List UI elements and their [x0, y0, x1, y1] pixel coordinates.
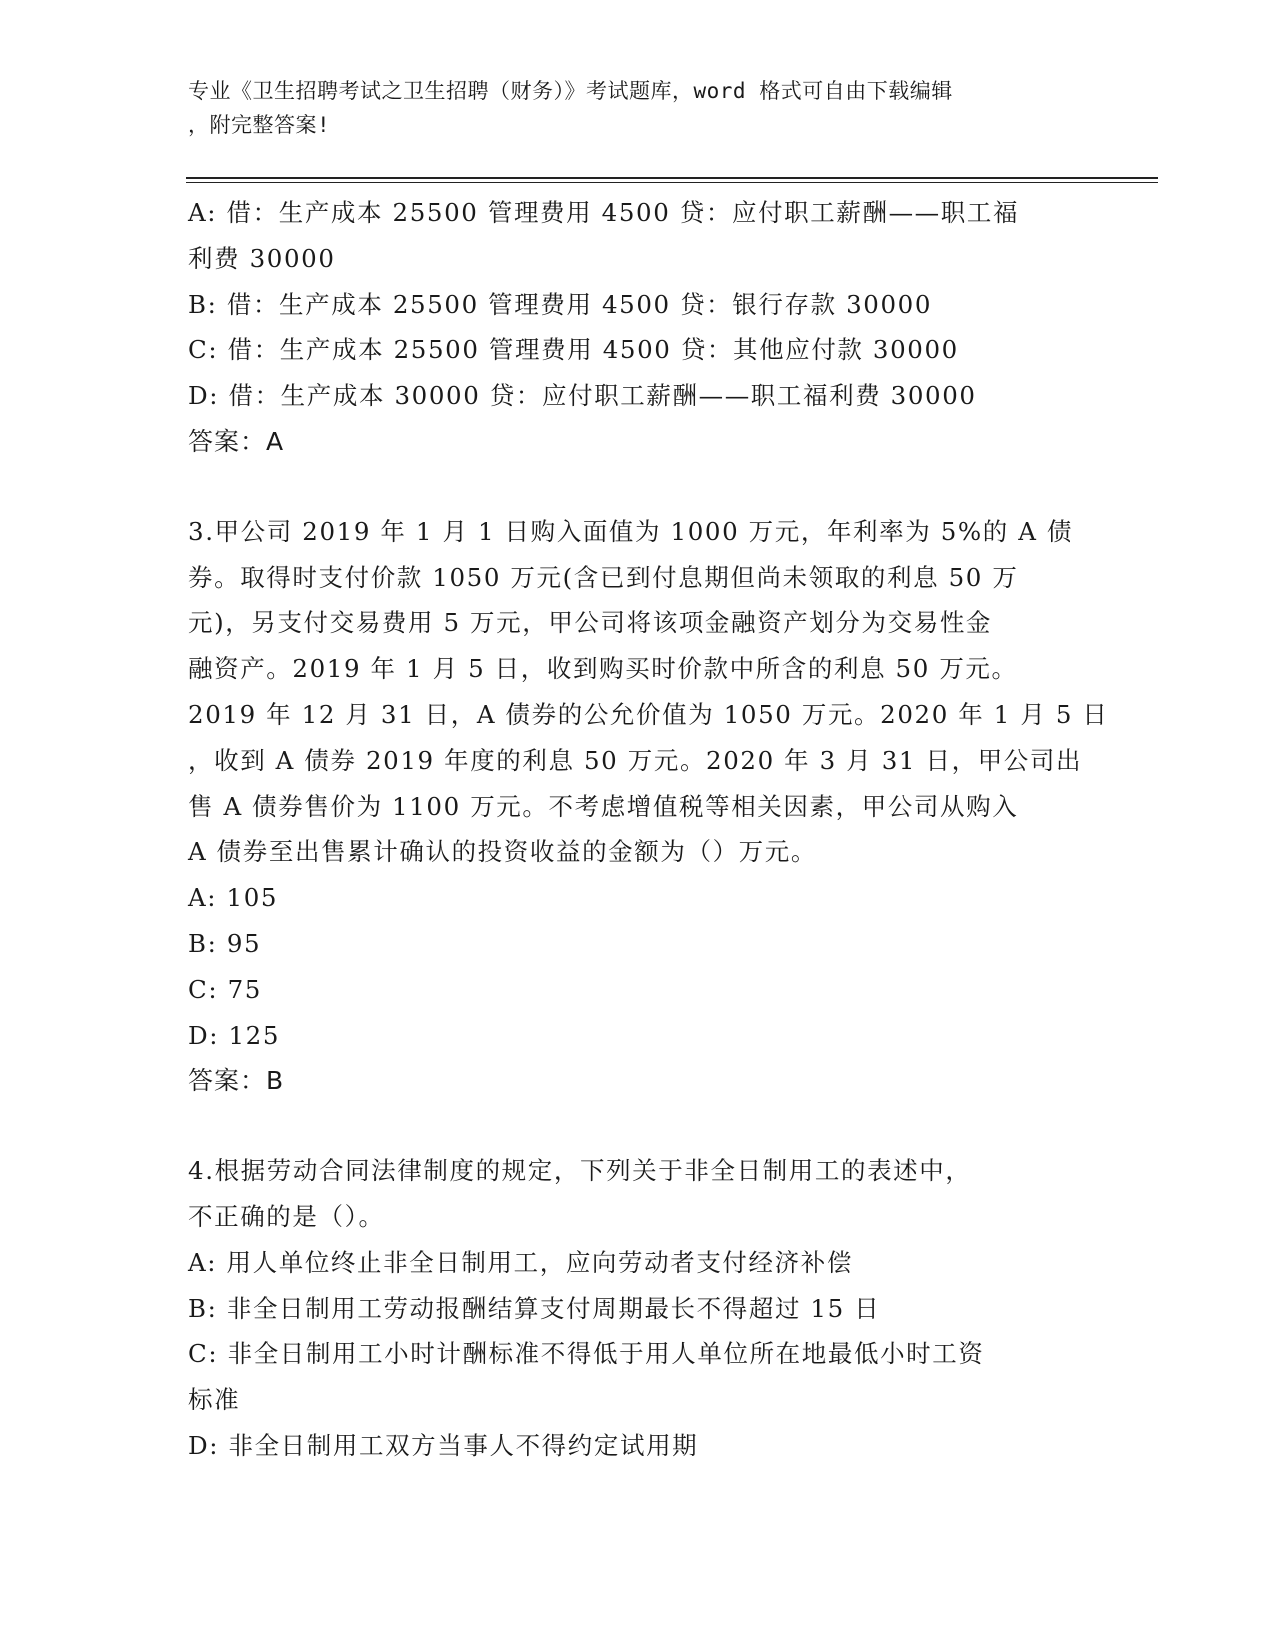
document-header [188, 74, 1088, 142]
option-c-line-1: C: 非全日制用工小时计酬标准不得低于用人单位所在地最低小时工资 [188, 1339, 985, 1369]
question-3 [188, 509, 1109, 1104]
question-stem-line: 3.甲公司 2019 年 1 月 1 日购入面值为 1000 万元，年利率为 5%的 A 债 [188, 516, 1074, 546]
option-a-line-2: 利费 30000 [188, 243, 336, 273]
question-stem-line: 券。取得时支付价款 1050 万元(含已到付息期但尚未领取的利息 50 万 [188, 562, 1019, 592]
answer-label: 答案：A [188, 426, 285, 456]
option-c: C: 借：生产成本 25500 管理费用 4500 贷：其他应付款 30000 [188, 335, 959, 365]
question-stem-line: 融资产。2019 年 1 月 5 日，收到购买时价款中所含的利息 50 万元。 [188, 654, 1018, 684]
option-a: A: 105 [188, 883, 279, 913]
option-c-line-2: 标准 [188, 1385, 241, 1415]
question-stem-line: 不正确的是（）。 [188, 1201, 385, 1231]
question-stem-line: 元)，另支付交易费用 5 万元，甲公司将该项金融资产划分为交易性金 [188, 608, 993, 638]
header-title-line-2: ，附完整答案! [188, 113, 331, 137]
option-b: B: 非全日制用工劳动报酬结算支付周期最长不得超过 15 日 [188, 1293, 881, 1323]
header-divider-thick [186, 177, 1158, 179]
question-stem-line: A 债券至出售累计确认的投资收益的金额为（）万元。 [188, 837, 817, 867]
answer-label: 答案：B [188, 1066, 285, 1096]
option-a-line-1: A: 借：生产成本 25500 管理费用 4500 贷：应付职工薪酬——职工福 [188, 198, 1020, 227]
section-gap [188, 465, 1088, 509]
question-stem-line: 售 A 债券售价为 1100 万元。不考虑增值税等相关因素，甲公司从购入 [188, 791, 1019, 821]
question-stem-line: 2019 年 12 月 31 日，A 债券的公允价值为 1050 万元。2020 年 1 月 5 日 [188, 699, 1109, 729]
option-b: B: 95 [188, 928, 262, 958]
document-body [188, 190, 1109, 1469]
option-d: D: 借：生产成本 30000 贷：应付职工薪酬——职工福利费 30000 [188, 381, 977, 411]
section-gap [188, 1104, 1088, 1148]
question-stem-line: 4.根据劳动合同法律制度的规定，下列关于非全日制用工的表述中， [188, 1156, 972, 1186]
question-4 [188, 1148, 1088, 1469]
header-title-line-1: 专业《卫生招聘考试之卫生招聘（财务）》考试题库，word 格式可自由下载编辑 [188, 79, 953, 103]
option-b: B: 借：生产成本 25500 管理费用 4500 贷：银行存款 30000 [188, 289, 933, 319]
question-stem-line: ，收到 A 债券 2019 年度的利息 50 万元。2020 年 3 月 31 日，甲公司出 [188, 745, 1083, 775]
header-divider-thin [186, 182, 1158, 183]
option-c: C: 75 [188, 974, 262, 1004]
question-2-options [188, 190, 1088, 465]
option-d: D: 非全日制用工双方当事人不得约定试用期 [188, 1430, 699, 1460]
option-a: A: 用人单位终止非全日制用工，应向劳动者支付经济补偿 [188, 1247, 853, 1277]
option-d: D: 125 [188, 1020, 281, 1050]
